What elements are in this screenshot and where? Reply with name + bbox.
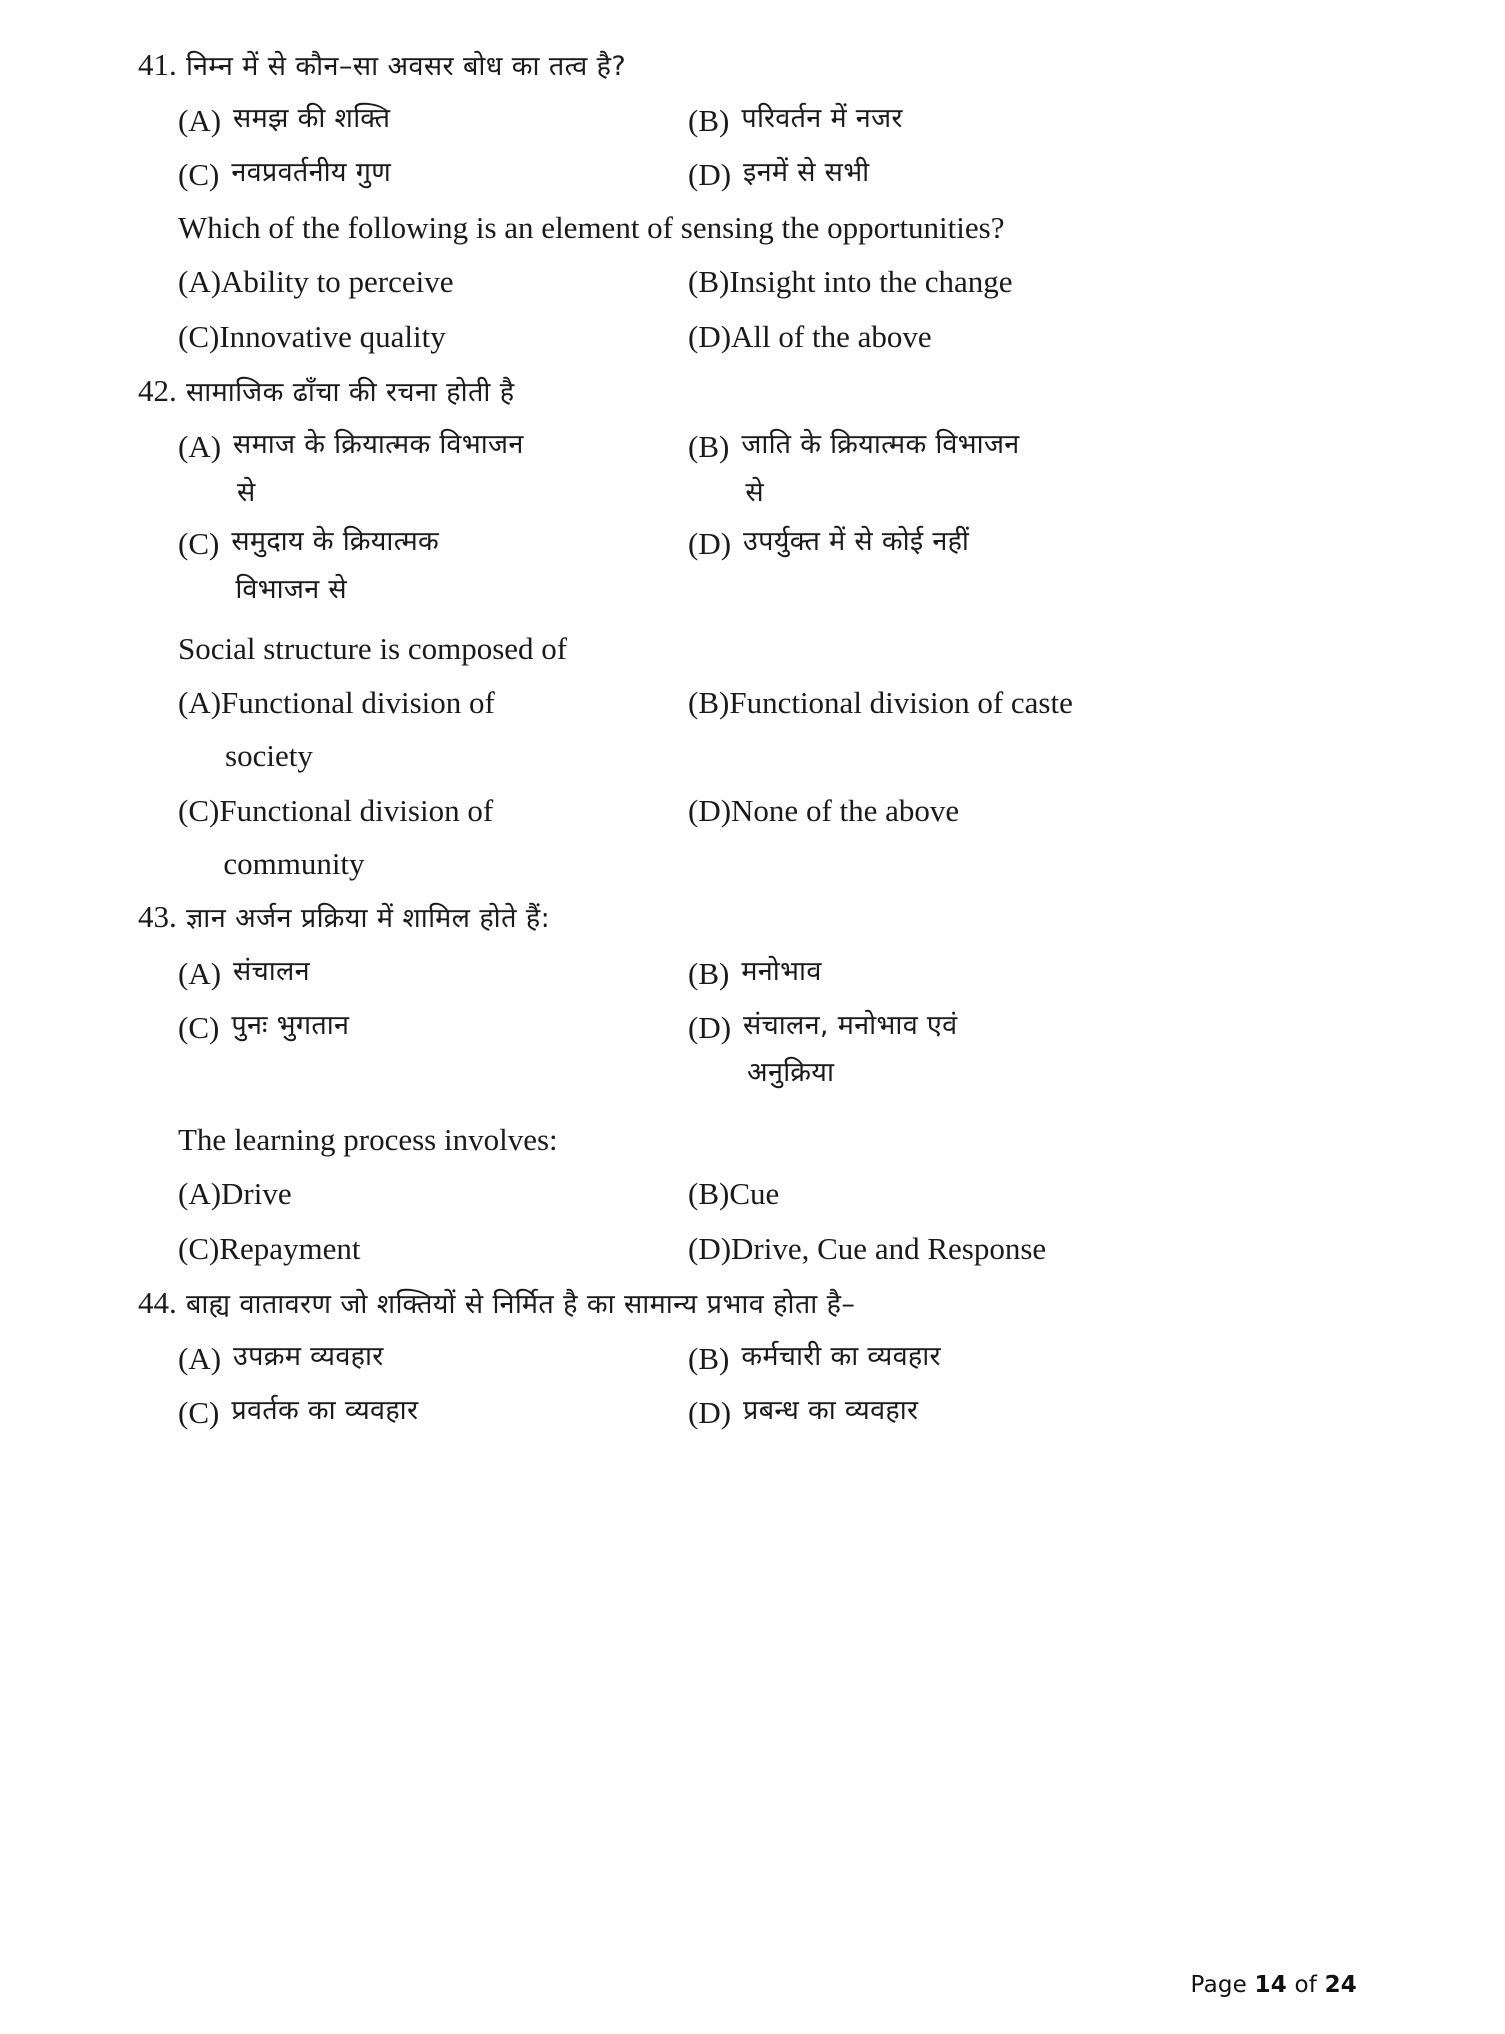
question-42-english-options-row-2 (178, 791, 1368, 885)
footer-middle: of (1294, 1972, 1318, 1998)
option-41-en-d-label: (D) (688, 318, 732, 354)
question-44-hindi-options-row-2 (178, 1393, 1368, 1433)
option-42-hi-c[interactable] (178, 524, 688, 607)
option-42-en-a-text (221, 683, 495, 777)
option-42-hi-c-line1: समुदाय के क्रियात्मक (231, 526, 440, 558)
option-44-hi-c-label: (C) (178, 1394, 220, 1430)
option-41-hi-a[interactable] (178, 101, 688, 141)
question-43-english-options-row-2 (178, 1229, 1368, 1270)
option-43-en-b-text: Cue (729, 1175, 780, 1211)
option-43-en-c-label: (C) (178, 1230, 220, 1266)
option-41-en-d[interactable] (688, 317, 1248, 358)
option-42-hi-c-text (231, 524, 439, 607)
question-42-number: 42. (138, 372, 177, 408)
option-41-en-c[interactable] (178, 317, 688, 358)
option-42-en-a[interactable] (178, 683, 688, 777)
question-42-hindi-options-row-1 (178, 427, 1368, 510)
option-42-hi-c-line2: विभाजन से (235, 574, 347, 605)
option-41-en-a[interactable] (178, 262, 688, 303)
option-41-hi-c-label: (C) (178, 157, 220, 193)
option-42-en-c-label: (C) (178, 792, 220, 828)
footer-total-pages: 24 (1324, 1972, 1357, 1998)
option-42-hi-d[interactable] (688, 524, 1248, 607)
question-43 (138, 898, 1368, 1269)
option-43-en-b-label: (B) (688, 1175, 730, 1211)
option-43-en-b[interactable] (688, 1174, 1248, 1215)
option-42-en-d[interactable] (688, 791, 1248, 885)
option-43-en-d-label: (D) (688, 1230, 732, 1266)
question-43-english-options-row-1 (178, 1174, 1368, 1215)
option-41-hi-d[interactable] (688, 155, 1248, 195)
question-41-hindi-options-row-2 (178, 155, 1368, 195)
option-42-hi-a-text (233, 427, 524, 510)
option-43-en-a-text: Drive (221, 1175, 292, 1211)
option-44-hi-d-text: प्रबन्ध का व्यवहार (743, 1394, 919, 1426)
question-43-hindi-stem: ज्ञान अर्जन प्रक्रिया में शामिल होते हैं: (186, 903, 551, 935)
option-43-en-c-text: Repayment (219, 1230, 361, 1266)
option-43-hi-c[interactable] (178, 1008, 688, 1091)
question-41-hindi-options-row-1 (178, 101, 1368, 141)
option-43-hi-c-label: (C) (178, 1009, 220, 1045)
question-43-number: 43. (138, 899, 177, 935)
option-43-hi-d-line1: संचालन, मनोभाव एवं (743, 1009, 958, 1041)
option-41-en-c-label: (C) (178, 318, 220, 354)
option-42-en-b[interactable] (688, 683, 1248, 777)
option-41-hi-a-text: समझ की शक्ति (233, 103, 391, 135)
option-41-en-b[interactable] (688, 262, 1248, 303)
option-42-hi-c-label: (C) (178, 526, 220, 562)
option-44-hi-c[interactable] (178, 1393, 688, 1433)
option-41-en-b-text: Insight into the change (729, 263, 1013, 299)
question-42-hindi-options-row-2 (178, 524, 1368, 607)
option-42-hi-a-line2: से (237, 476, 256, 508)
option-43-en-d-text: Drive, Cue and Response (731, 1230, 1047, 1266)
question-43-hindi-options-row-2 (178, 1008, 1368, 1091)
option-41-en-b-label: (B) (688, 263, 730, 299)
question-42 (138, 372, 1368, 885)
option-42-hi-b-line1: जाति के क्रियात्मक विभाजन (741, 429, 1020, 461)
option-41-hi-d-label: (D) (688, 157, 732, 193)
option-42-hi-b[interactable] (688, 427, 1248, 510)
option-41-hi-a-label: (A) (178, 103, 222, 139)
option-42-en-a-line1: Functional division of (221, 684, 495, 720)
option-41-en-a-text: Ability to perceive (221, 263, 454, 299)
option-43-hi-b[interactable] (688, 954, 1248, 994)
option-42-en-b-text: Functional division of caste (729, 684, 1073, 720)
question-42-hindi-stem-line (138, 372, 1368, 409)
option-42-en-b-label: (B) (688, 684, 730, 720)
option-44-hi-b-text: कर्मचारी का व्यवहार (741, 1341, 941, 1373)
option-44-hi-b[interactable] (688, 1339, 1248, 1379)
option-44-hi-c-text: प्रवर्तक का व्यवहार (231, 1394, 419, 1426)
option-43-hi-a-text: संचालन (233, 955, 310, 987)
option-43-hi-c-text: पुनः भुगतान (231, 1009, 350, 1041)
option-44-hi-b-label: (B) (688, 1341, 730, 1377)
spacer (138, 1105, 1368, 1121)
option-44-hi-d[interactable] (688, 1393, 1248, 1433)
option-42-hi-a[interactable] (178, 427, 688, 510)
question-42-hindi-stem: सामाजिक ढाँचा की रचना होती है (186, 376, 515, 408)
option-43-hi-d-label: (D) (688, 1009, 732, 1045)
option-41-hi-b-label: (B) (688, 103, 730, 139)
option-42-en-a-line2: society (225, 737, 313, 773)
question-44-hindi-stem-line (138, 1284, 1368, 1321)
option-43-en-a[interactable] (178, 1174, 688, 1215)
option-42-hi-b-label: (B) (688, 429, 730, 465)
option-42-hi-d-text: उपर्युक्त में से कोई नहीं (743, 526, 970, 558)
option-42-en-a-label: (A) (178, 684, 222, 720)
question-42-english-options-row-1 (178, 683, 1368, 777)
question-43-hindi-stem-line (138, 898, 1368, 935)
footer-page-number: 14 (1254, 1972, 1287, 1998)
question-43-hindi-options-row-1 (178, 954, 1368, 994)
option-43-hi-b-text: मनोभाव (741, 955, 822, 987)
question-41-number: 41. (138, 47, 177, 82)
option-42-en-d-label: (D) (688, 792, 732, 828)
option-42-en-c[interactable] (178, 791, 688, 885)
option-41-hi-b[interactable] (688, 101, 1248, 141)
question-44-number: 44. (138, 1284, 177, 1320)
option-42-hi-a-line1: समाज के क्रियात्मक विभाजन (233, 429, 524, 461)
option-44-hi-d-label: (D) (688, 1394, 732, 1430)
question-44-hindi-stem: बाह्य वातावरण जो शक्तियों से निर्मित है का सामान्य प्रभाव होता है– (186, 1288, 856, 1320)
option-41-en-c-text: Innovative quality (219, 318, 446, 354)
option-43-hi-d[interactable] (688, 1008, 1248, 1091)
option-41-hi-c-text: नवप्रवर्तनीय गुण (231, 157, 392, 189)
option-41-hi-b-text: परिवर्तन में नजर (741, 103, 903, 135)
option-43-hi-a-label: (A) (178, 955, 222, 991)
question-41 (138, 46, 1368, 358)
question-41-english-stem: Which of the following is an element of sensing the opportunities? (178, 209, 1005, 245)
option-42-hi-b-line2: से (745, 476, 764, 508)
option-42-hi-a-label: (A) (178, 429, 222, 465)
spacer (138, 622, 1368, 630)
option-43-en-c[interactable] (178, 1229, 688, 1270)
option-41-hi-d-text: इनमें से सभी (743, 157, 870, 189)
option-43-hi-a[interactable] (178, 954, 688, 994)
question-44-hindi-options-row-1 (178, 1339, 1368, 1379)
option-42-en-c-line2: community (223, 845, 365, 881)
option-41-hi-c[interactable] (178, 155, 688, 195)
option-43-en-a-label: (A) (178, 1175, 222, 1211)
option-42-en-c-line1: Functional division of (219, 792, 494, 828)
option-42-hi-b-text (741, 427, 1019, 510)
option-42-en-d-text: None of the above (731, 792, 960, 828)
question-44 (138, 1284, 1368, 1433)
option-43-en-d[interactable] (688, 1229, 1248, 1270)
question-43-english-stem: The learning process involves: (178, 1121, 558, 1157)
option-44-hi-a-text: उपक्रम व्यवहार (233, 1341, 384, 1373)
option-44-hi-a[interactable] (178, 1339, 688, 1379)
option-41-en-d-text: All of the above (731, 318, 932, 354)
question-41-english-options-row-1 (178, 262, 1368, 303)
option-42-en-c-text (219, 791, 493, 885)
option-41-en-a-label: (A) (178, 263, 222, 299)
footer-prefix: Page (1190, 1972, 1248, 1998)
option-42-hi-d-label: (D) (688, 526, 732, 562)
question-41-english-options-row-2 (178, 317, 1368, 358)
questions-container (138, 46, 1368, 1446)
question-41-hindi-stem-line (138, 46, 1368, 83)
question-41-hindi-stem: निम्न में से कौन–सा अवसर बोध का तत्व है? (186, 51, 627, 82)
page-footer (1191, 1972, 1357, 1998)
option-43-hi-b-label: (B) (688, 955, 730, 991)
option-43-hi-d-text (743, 1008, 957, 1091)
question-42-english-stem: Social structure is composed of (178, 630, 568, 666)
option-44-hi-a-label: (A) (178, 1341, 222, 1377)
option-43-hi-d-line2: अनुक्रिया (747, 1057, 835, 1089)
